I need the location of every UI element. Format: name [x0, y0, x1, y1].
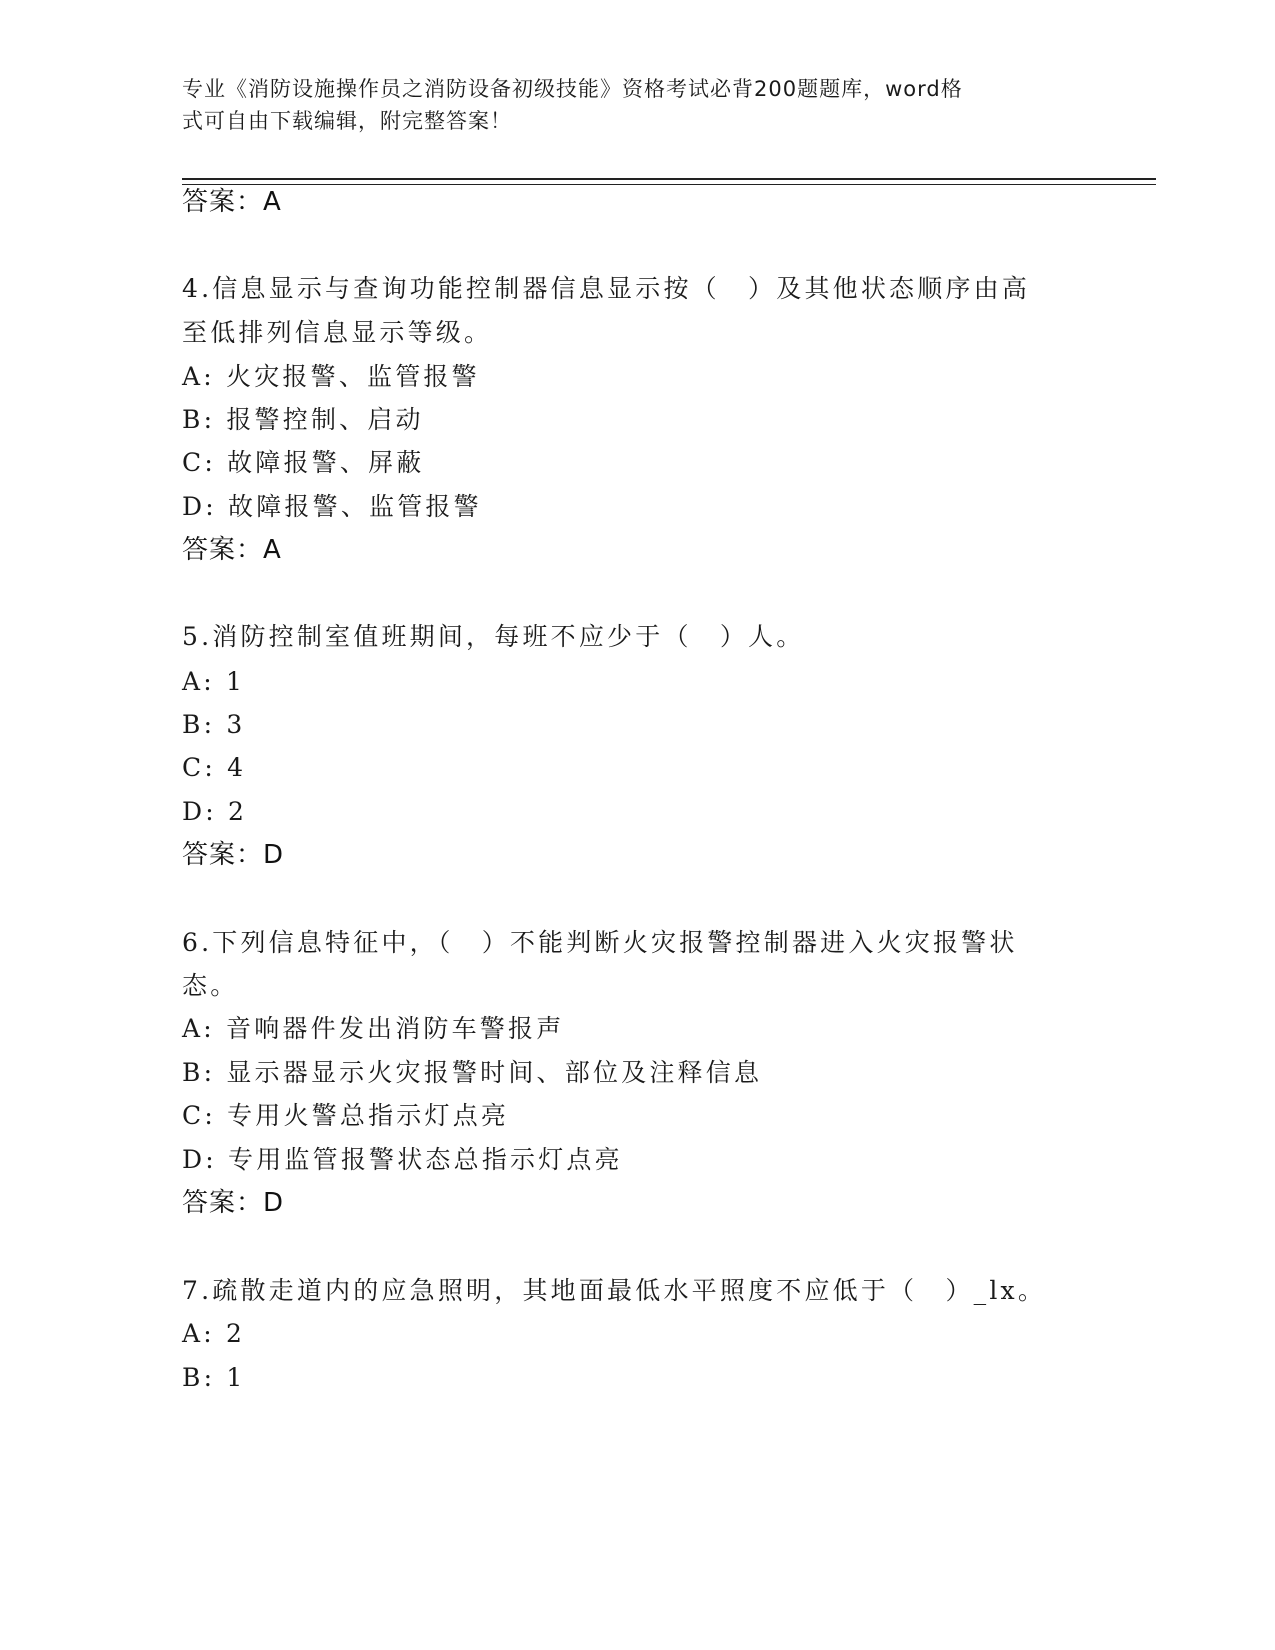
- document-header: [182, 73, 1062, 137]
- question-6-option-c: C: 专用火警总指示灯点亮: [182, 1101, 510, 1130]
- question-4-option-c: C: 故障报警、屏蔽: [182, 448, 425, 477]
- question-7-option-a: A: 2: [182, 1319, 246, 1348]
- answer-q4: 答案：A: [182, 535, 282, 565]
- question-6-option-a: A: 音响器件发出消防车警报声: [182, 1014, 565, 1043]
- question-4-option-b: B: 报警控制、启动: [182, 405, 424, 434]
- question-6-option-b: B: 显示器显示火灾报警时间、部位及注释信息: [182, 1058, 763, 1087]
- question-5-option-b: B: 3: [182, 710, 246, 739]
- question-5-option-a: A: 1: [182, 667, 246, 696]
- answer-q5: 答案：D: [182, 840, 285, 870]
- question-5-option-d: D: 2: [182, 797, 248, 826]
- question-4-stem-line-1: 4.信息显示与查询功能控制器信息显示按（ ）及其他状态顺序由高: [182, 274, 1031, 303]
- question-7-stem-line-1: 7.疏散走道内的应急照明，其地面最低水平照度不应低于（ ）_lx。: [182, 1276, 1047, 1305]
- question-6-stem-line-1: 6.下列信息特征中，（ ）不能判断火灾报警控制器进入火灾报警状: [182, 928, 1018, 957]
- question-6-stem-line-2: 态。: [182, 971, 239, 1000]
- question-6-option-d: D: 专用监管报警状态总指示灯点亮: [182, 1145, 623, 1174]
- question-4-stem-line-2: 至低排列信息显示等级。: [182, 318, 493, 347]
- header-divider-thin: [182, 184, 1156, 185]
- question-4-option-a: A: 火灾报警、监管报警: [182, 362, 480, 391]
- header-line-1: 专业《消防设施操作员之消防设备初级技能》资格考试必背200题题库，word格: [182, 77, 963, 101]
- header-line-2: 式可自由下载编辑，附完整答案！: [182, 109, 512, 133]
- question-7-option-b: B: 1: [182, 1363, 246, 1392]
- answer-q3: 答案：A: [182, 187, 282, 217]
- question-5-stem-line-1: 5.消防控制室值班期间，每班不应少于（ ）人。: [182, 622, 805, 651]
- question-5-option-c: C: 4: [182, 753, 247, 782]
- question-4-option-d: D: 故障报警、监管报警: [182, 492, 482, 521]
- header-divider-thick: [182, 178, 1156, 180]
- answer-q6: 答案：D: [182, 1188, 285, 1218]
